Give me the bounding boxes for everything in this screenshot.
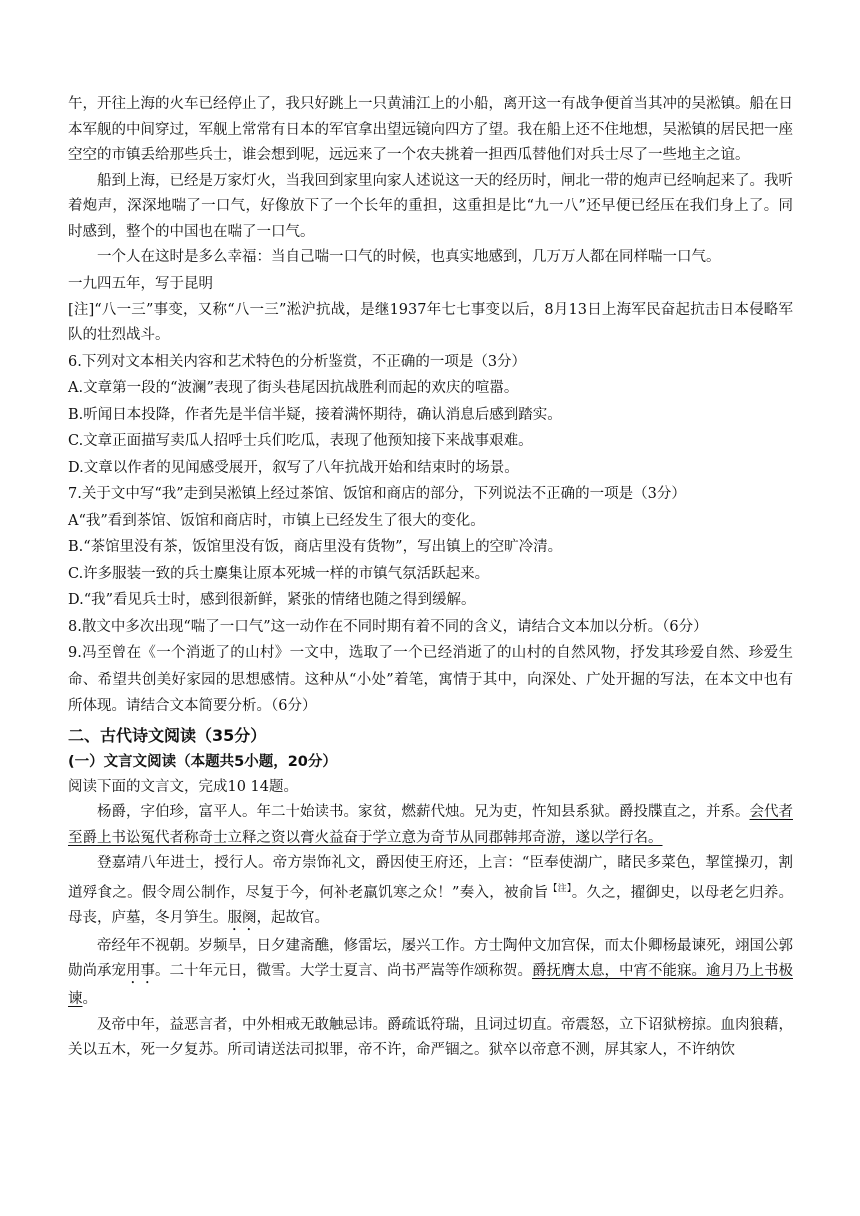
reading-instruction: 阅读下面的文言文，完成10 14题。 xyxy=(68,778,299,795)
question-6-option-b: B.听闻日本投降，作者先是半信半疑，接着满怀期待，确认消息后感到踏实。 xyxy=(68,406,562,423)
classical-paragraph xyxy=(68,800,793,851)
section-heading: 二、古代诗文阅读（35分） xyxy=(68,725,267,745)
question-7: 7.关于文中写“我”走到吴淞镇上经过茶馆、饭馆和商店的部分，下列说法不正确的一项是（3分） xyxy=(68,486,686,502)
essay-paragraph: 船到上海，已经是万家灯火，当我回到家里向家人述说这一天的经历时，闸北一带的炮声已经响起来了。我听着炮声，深深地喘了一口气，好像放下了一个长年的重担，这重担是比“九一八”还早便已经压在我们身上了。同时感到，整个的中国也在喘了一口气。 xyxy=(68,172,793,240)
document-page xyxy=(68,92,793,1064)
underlined-sentence: 会代者至爵上书讼冤代者称奇士立释之资以膏火益奋于学立意为奇节从同郡韩邦奇游，遂以学行名。 xyxy=(68,804,793,846)
question-7-option-d: D.“我”看见兵士时，感到很新鲜，紧张的情绪也随之得到缓解。 xyxy=(68,592,476,608)
footnote-marker: 【注】 xyxy=(548,883,572,894)
classical-text: 帝经年不视朝。岁频旱，日夕建斋醮，修雷坛，屡兴工作。方士陶仲文加宫保，而太仆卿杨最谏死，翊国公郭勋尚承宠 xyxy=(68,937,793,980)
classical-text: 。二十年元日，微雪。大学士夏言、尚书严嵩等作颂称贺。 xyxy=(155,963,532,980)
classical-text: 。 xyxy=(82,991,97,1008)
question-9: 9.冯至曾在《一个消逝了的山村》一文中，选取了一个已经消逝了的山村的自然风物，抒发其珍爱自然、珍爱生命、希望共创美好家园的思想感情。这种从“小处”着笔，寓情于其中，向深处、广处开掘的写法，在本文中也有所体现。请结合文本简要分析。（6分） xyxy=(68,645,793,714)
subsection-heading: (一）文言文阅读（本题共5小题，20分） xyxy=(68,753,337,770)
question-7-option-c: C.许多服装一致的兵士麇集让原本死城一样的市镇气氛活跃起来。 xyxy=(68,565,490,582)
classical-text: ，起故官。 xyxy=(256,909,329,926)
classical-text: 。久之，擢御史，以母老乞归养。母丧，庐墓，冬月笋生。 xyxy=(68,884,793,926)
classical-text: 登嘉靖八年进士，授行人。帝方崇饰礼文，爵因使王府还，上言：“臣奉使湖广，睹民多菜色，挈筐操刃，割道殍食之。假令周公制作，尽复于今，何补老羸饥寒之众！”奏入，被俞旨 xyxy=(68,855,793,901)
essay-footnote: [注]“八一三”事变，又称“八一三”淞沪抗战，是继1937年七七事变以后，8月13日上海军民奋起抗击日本侵略军队的壮烈战斗。 xyxy=(68,301,793,343)
essay-paragraph-continued: 午，开往上海的火车已经停止了，我只好跳上一只黄浦江上的小船，离开这一有战争便首当其冲的吴淞镇。船在日本军舰的中间穿过，军舰上常常有日本的军官拿出望远镜向四方了望。我在船上还不住地想，吴淞镇的居民把一座空空的市镇丢给那些兵士，谁会想到呢，远远来了一个农夫挑着一担西瓜替他们对兵士尽了一些地主之谊。 xyxy=(68,96,793,163)
question-7-option-b: B.“茶馆里没有茶，饭馆里没有饭，商店里没有货物”，写出镇上的空旷冷清。 xyxy=(68,539,563,555)
classical-paragraph xyxy=(68,934,793,1013)
question-6-option-d: D.文章以作者的见闻感受展开，叙写了八年抗战开始和结束时的场景。 xyxy=(68,459,519,476)
question-8: 8.散文中多次出现“喘了一口气”这一动作在不同时期有着不同的含义，请结合文本加以分析。（6分） xyxy=(68,618,708,635)
essay-paragraph: 一个人在这时是多么幸福：当自己喘一口气的时候，也真实地感到，几万万人都在同样喘一口气。 xyxy=(97,249,721,265)
question-6-option-c: C.文章正面描写卖瓜人招呼士兵们吃瓜，表现了他预知接下来战事艰难。 xyxy=(68,433,533,449)
emphasized-word: 服阕 xyxy=(227,909,257,926)
classical-paragraph: 及帝中年，益恶言者，中外相戒无敢触忌讳。爵疏诋符瑞，且词过切直。帝震怒，立下诏狱榜掠。血肉狼藉，关以五木，死一夕复苏。所司请送法司拟罪，帝不许，命严锢之。狱卒以帝意不测，屏其家人，不许纳饮 xyxy=(68,1016,793,1059)
classical-text: 杨爵，字伯珍，富平人。年二十始读书。家贫，燃薪代烛。兄为吏，忤知县系狱。爵投牒直之，并系。 xyxy=(97,804,750,820)
question-6-option-a: A.文章第一段的“波澜”表现了街头巷尾因抗战胜利而起的欢庆的喧嚣。 xyxy=(68,380,519,396)
question-6: 6.下列对文本相关内容和艺术特色的分析鉴赏，不正确的一项是（3分） xyxy=(68,353,527,370)
essay-signature: 一九四五年，写于昆明 xyxy=(68,275,213,292)
classical-paragraph xyxy=(68,851,793,934)
emphasized-word: 用事 xyxy=(126,963,155,980)
question-7-option-a: A“我”看到茶馆、饭馆和商店时，市镇上已经发生了很大的变化。 xyxy=(68,512,485,529)
underlined-sentence: 爵抚膺太息，中宵不能寐。逾月乃上书极谏 xyxy=(68,963,793,1008)
